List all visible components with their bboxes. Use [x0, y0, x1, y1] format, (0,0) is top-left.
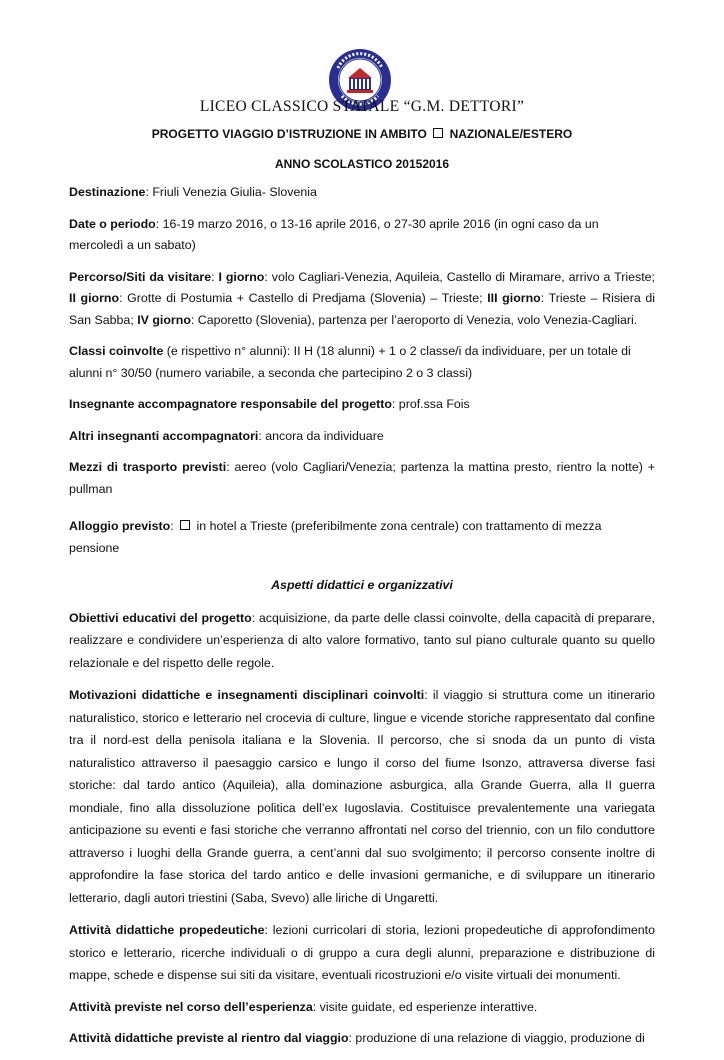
mezzi-value: : aereo (volo Cagliari/Venezia; partenza la mattina presto, rientro la notte) + pullman [69, 460, 655, 496]
document-body [69, 182, 655, 1060]
percorso-paragraph [69, 267, 655, 332]
insegnante-label: Insegnante accompagnatore responsabile del progetto [69, 397, 392, 411]
day3-text: : Trieste – Risiera di San Sabba; [69, 291, 655, 327]
section-title: Aspetti didattici e organizzativi [271, 578, 453, 592]
obiettivi-value: : acquisizione, da parte delle classi coinvolte, della capacità di preparare, realizzare e condividere un’esperienza di alto valore formativo, tanto sul piano culturale quanto su quello relazionale e del rispetto delle regole. [69, 610, 655, 670]
checkbox-icon [433, 128, 443, 138]
insegnante-paragraph [69, 394, 655, 416]
destinazione-paragraph [69, 182, 655, 204]
day1-text: : volo Cagliari-Venezia, Aquileia, Castello di Miramare, arrivo a Trieste; [264, 269, 655, 284]
previste-label: Attività previste nel corso dell’esperienza [69, 999, 313, 1014]
motivazioni-paragraph [69, 684, 655, 909]
checkbox-icon [180, 520, 190, 530]
altri-label: Altri insegnanti accompagnatori [69, 428, 259, 443]
rientro-label: Attività didattiche previste al rientro dal viaggio [69, 1031, 349, 1045]
insegnante-value: : prof.ssa Fois [391, 397, 470, 411]
date-value: : 16-19 marzo 2016, o 13-16 aprile 2016, o 27-30 aprile 2016 (in ogni caso da un mercoledì a un sabato) [69, 216, 599, 252]
altri-value: : ancora da individuare [258, 428, 384, 443]
school-year: ANNO SCOLASTICO 20152016 [274, 157, 450, 171]
day2-label: II giorno [69, 291, 120, 305]
day4-text: : Caporetto (Slovenia), partenza per l’aeroporto di Venezia, volo Venezia-Cagliari. [190, 312, 638, 327]
propedeutiche-paragraph [69, 919, 655, 987]
alloggio-separator: : [170, 519, 178, 533]
mezzi-paragraph [69, 457, 655, 500]
project-title-text: PROGETTO VIAGGIO D’ISTRUZIONE IN AMBITO [151, 127, 427, 141]
classi-paragraph [69, 341, 655, 384]
previste-value: : visite guidate, ed esperienze interattive. [312, 999, 538, 1014]
propedeutiche-value: : lezioni curricolari di storia, lezioni propedeutiche di approfondimento storico e letterario, ricerche individuali o di gruppo a cura degli alunni, preparazione e distribuzione di mappe, schede e dispense sui siti da visitare, eventuali ricostruzioni e/o visite virtuali dei monumenti. [69, 923, 656, 982]
alloggio-value: in hotel a Trieste (preferibilmente zona centrale) con trattamento di mezza pensione [69, 519, 602, 555]
obiettivi-paragraph [69, 607, 655, 675]
school-name: LICEO CLASSICO STATALE “G.M. DETTORI” [199, 98, 525, 115]
rientro-value: : produzione di una relazione di viaggio, produzione di [348, 1031, 645, 1045]
motivazioni-label: Motivazioni didattiche e insegnamenti disciplinari coinvolti [69, 688, 425, 702]
alloggio-label: Alloggio previsto [69, 519, 171, 533]
alloggio-paragraph [69, 516, 655, 559]
classi-label: Classi coinvolte [69, 344, 164, 358]
obiettivi-label: Obiettivi educativi del progetto [69, 610, 252, 625]
project-title-scope: NAZIONALE/ESTERO [449, 127, 573, 141]
day2-text: : Grotte di Postumia + Castello di Predjama (Slovenia) – Trieste; [119, 291, 488, 305]
day1-label: I giorno [218, 269, 265, 284]
motivazioni-value: : il viaggio si struttura come un itinerario naturalistico, storico e letterario nel crocevia di culture, lingue e vicende storiche rappresentato dal confine tra il nord-est della penisola italiana e la Slovenia. Il percorso, che si snoda da un punto di vista naturalistico attraverso il paesaggio carsico e lungo il corso del fiume Isonzo, attraversa diverse fasi storiche: dal tardo antico (Aquileia), alla dominazione asburgica, alla Grande Guerra, alla II guerra mondiale, fino alla dissoluzione politica dell’ex Iugoslavia. Costituisce prevalentemente una variegata anticipazione su eventi e fasi storiche che verranno affrontati nel corso del triennio, con un filo conduttore attraverso i luoghi della Grande guerra, a cent’anni dal suo svolgimento; il percorso consente inoltre di approfondire la fase storica del tardo antico e delle invasioni germaniche, e di sviluppare un itinerario letterario, dagli autori triestini (Saba, Svevo) alle liriche di Ungaretti. [69, 688, 655, 905]
altri-paragraph [69, 426, 655, 448]
date-paragraph [69, 214, 655, 257]
destinazione-value: : Friuli Venezia Giulia- Slovenia [145, 185, 317, 199]
previste-paragraph [69, 997, 655, 1019]
day4-label: IV giorno [137, 312, 191, 327]
classi-value: (e rispettivo n° alunni): II H (18 alunni) + 1 o 2 classe/i da individuare, per un totale di alunni n° 30/50 (numero variabile, a seconda che partecipino 2 o 3 classi) [69, 344, 631, 380]
rientro-paragraph [69, 1028, 655, 1050]
mezzi-label: Mezzi di trasporto previsti [69, 460, 227, 474]
destinazione-label: Destinazione [69, 185, 146, 199]
day3-label: III giorno [487, 291, 541, 305]
percorso-label: Percorso/Siti da visitare [69, 269, 212, 284]
date-label: Date o periodo [69, 216, 156, 231]
propedeutiche-label: Attività didattiche propedeutiche [69, 923, 265, 937]
project-title [0, 127, 724, 141]
percorso-separator: : [211, 269, 219, 284]
